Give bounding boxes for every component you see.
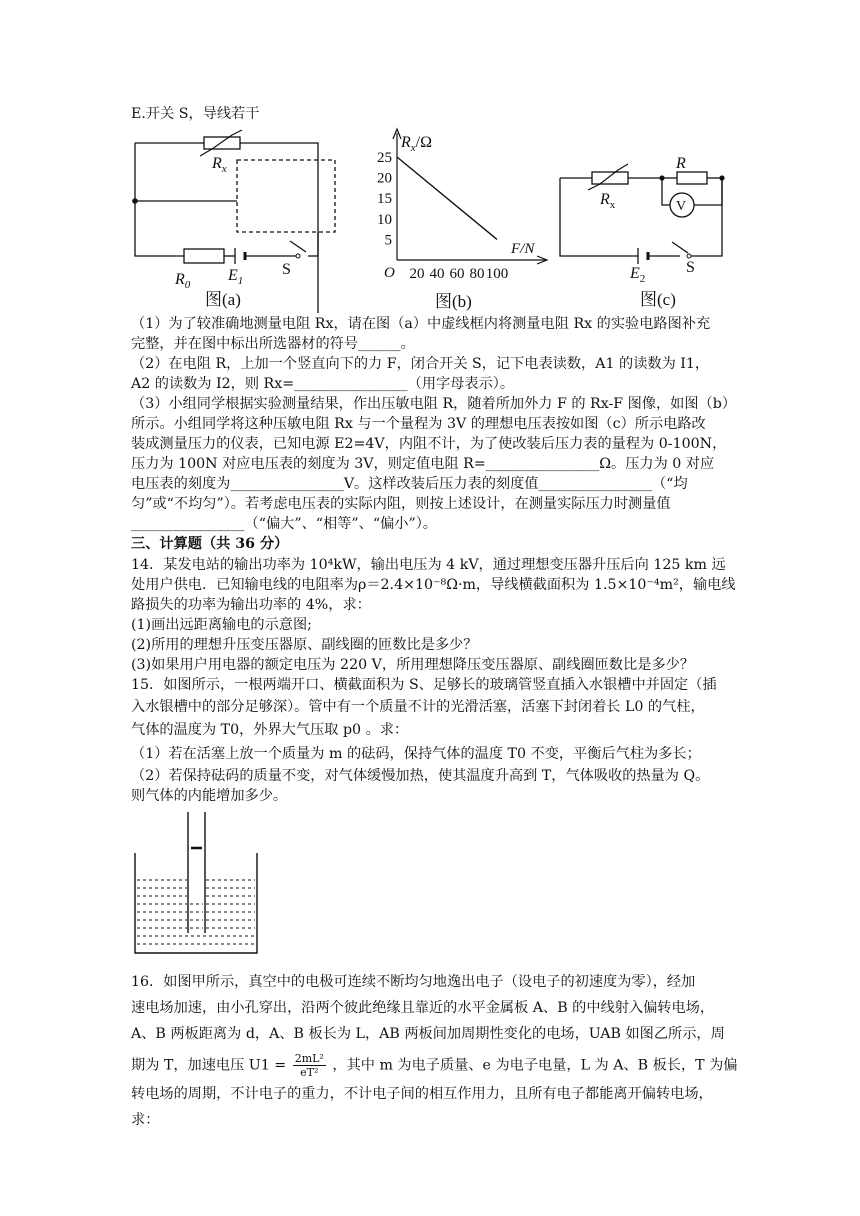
fig-a-rx-label: R: [212, 155, 222, 172]
fig-a-r0-label: R: [175, 271, 185, 288]
y-tick-label: 20: [377, 170, 392, 187]
y-tick-label: 10: [377, 211, 392, 228]
q16-line4: 期为 T，加速电压 U1 = $\frac{\text{2mL²}}{\text{eT²}}$ ，其中 m 为电子质量、e 为电子电量，L 为 A、B 板长，T 为偏: [131, 1052, 738, 1079]
fig-a-e1-label: E: [228, 267, 238, 284]
q13-part3-line7: ________________（“偏大”、“相等”、“偏小”）。: [131, 516, 437, 532]
fig-c-caption: 图(c): [640, 290, 676, 309]
q13-part1-line2: 完整，并在图中标出所选器材的符号______。: [131, 336, 415, 352]
fig-b-caption: 图(b): [435, 292, 472, 311]
rx-resistor: [204, 137, 240, 149]
q16-line5: 转电场的周期，不计电子的重力，不计电子间的相互作用力，且所有电子都能离开偏转电场，: [131, 1086, 713, 1102]
fig-c-r-label: R: [676, 155, 686, 172]
svg-text:Rx: $R_x$: [212, 155, 227, 175]
fig-c-s-label: S: [686, 259, 695, 276]
x-tick-label: 80: [469, 266, 485, 282]
q15-line2: 入水银槽中的部分足够深）。管中有一个质量不计的光滑活塞，活塞下封闭着长 L0 的气柱，: [131, 699, 705, 715]
mercury-trough-figure: [125, 808, 275, 960]
q13-part2-line1: （2）在电阻 R，上加一个竖直向下的力 F，闭合开关 S，记下电表读数，A1 的读数为 I1，: [131, 356, 710, 372]
svg-text:R0: $R_0$: [175, 271, 191, 291]
x-axis-label: F/N: [511, 241, 535, 257]
q14-sub3: (3)如果用户用电器的额定电压为 220 V，所用理想降压变压器原、副线圈匝数比是多少？: [131, 657, 695, 673]
q13-part3-line4: 压力为 100N 对应电压表的刻度为 3V，则定值电阻 R=________________Ω。压力为 0 对应: [131, 456, 715, 472]
q13-part3-line3: 装成测量压力的仪表，已知电源 E2=4V，内阻不计，为了使改装后压力表的量程为 0-100N，: [131, 436, 727, 452]
q16-line2: 速电场加速，由小孔穿出，沿两个彼此绝缘且靠近的水平金属板 A、B 的中线射入偏转电场，: [131, 1000, 715, 1016]
y-tick-label: 25: [377, 150, 392, 166]
q15-line3: 气体的温度为 T0，外界大气压取 p0 。求：: [131, 722, 409, 738]
fig-a-caption: 图(a): [205, 290, 241, 309]
q14-line3: 路损失的功率为输出功率的 4%，求：: [131, 597, 371, 613]
figure-a-circuit: [120, 128, 350, 313]
q16-line6: 求：: [131, 1112, 160, 1128]
fig-a-s-label: S: [282, 261, 291, 278]
q13-part2-line2: A2 的读数为 I2，则 Rx=________________（用字母表示）。: [131, 376, 515, 392]
fig-c-rx-label: R: [600, 191, 610, 208]
q15-sub1: （1）若在活塞上放一个质量为 m 的砝码，保持气体的温度 T0 不变，平衡后气柱为多长；: [131, 746, 701, 762]
q16-line1: 16．如图甲所示，真空中的电极可连续不断均匀地逸出电子（设电子的初速度为零），经加: [131, 974, 696, 990]
svg-text:E2: $E_2$: [630, 265, 646, 285]
q13-part3-line6: 匀”或“不均匀”）。若考虑电压表的实际内阻，则按上述设计，在测量实际压力时测量值: [131, 496, 671, 512]
item-e: E.开关 S，导线若干: [131, 106, 260, 122]
x-tick-label: 60: [449, 266, 465, 282]
svg-text:E1: $E_1$: [228, 267, 244, 287]
x-tick-label: 20: [409, 266, 425, 282]
x-tick-label: 40: [429, 266, 445, 282]
figure-b-chart: [365, 125, 555, 315]
fraction: $\frac{\text{2mL²}}{\text{eT²}}$: [294, 1052, 324, 1079]
q13-part3-line1: （3）小组同学根据实验测量结果，作出压敏电阻 R，随着所加外力 F 的 Rx-F 图像，如图（b）: [131, 396, 737, 412]
section-heading: 三、计算题（共 36 分）: [131, 536, 289, 552]
y-tick-label: 15: [377, 191, 392, 208]
series-line: [397, 157, 497, 239]
figure-c-circuit: [552, 150, 732, 313]
q14-line1: 14．某发电站的输出功率为 10⁴kW，输出电压为 4 kV，通过理想变压器升压后向 125 km 远: [131, 557, 726, 573]
svg-text:Rx: $R_x$: [600, 191, 616, 211]
q15-line1: 15．如图所示，一根两端开口、横截面积为 S、足够长的玻璃管竖直插入水银槽中并固定（插: [131, 677, 717, 693]
q13-part1-line1: （1）为了较准确地测量电阻 Rx，请在图（a）中虚线框内将测量电阻 Rx 的实验电路图补充: [131, 316, 711, 332]
svg-text:V: V: [676, 199, 687, 214]
svg-text:Rx/Ω: $R_x/\Omega$: [401, 134, 433, 154]
fig-c-e2-label: E: [630, 265, 640, 282]
r-resistor: [677, 172, 707, 184]
y-axis-label: R: [401, 134, 411, 151]
q16-line3: A、B 两板距离为 d，A、B 板长为 L，AB 两板间加周期性变化的电场，UAB 如图乙所示，周: [131, 1026, 725, 1042]
q14-sub1: (1)画出远距离输电的示意图;: [131, 617, 312, 633]
q14-line2: 处用户供电．已知输电线的电阻率为ρ＝2.4×10⁻⁸Ω·m，导线横截面积为 1.5×10⁻⁴m²，输电线: [131, 577, 736, 593]
q15-sub2: （2）若保持砝码的质量不变，对气体缓慢加热，使其温度升高到 T，气体吸收的热量为 Q。: [131, 768, 710, 784]
q14-sub2: (2)所用的理想升压变压器原、副线圈的匝数比是多少？: [131, 637, 478, 653]
q13-part3-line2: 所示。小组同学将这种压敏电阻 Rx 与一个量程为 3V 的理想电压表按如图（c）所示电路改: [131, 416, 706, 432]
origin-label: O: [384, 265, 395, 281]
q13-part3-line5: 电压表的刻度为________________V。这样改装后压力表的刻度值________________（“均: [131, 476, 688, 492]
y-tick-label: 5: [384, 232, 392, 249]
x-tick-label: 100: [485, 266, 509, 282]
q15-sub3: 则气体的内能增加多少。: [131, 788, 288, 804]
